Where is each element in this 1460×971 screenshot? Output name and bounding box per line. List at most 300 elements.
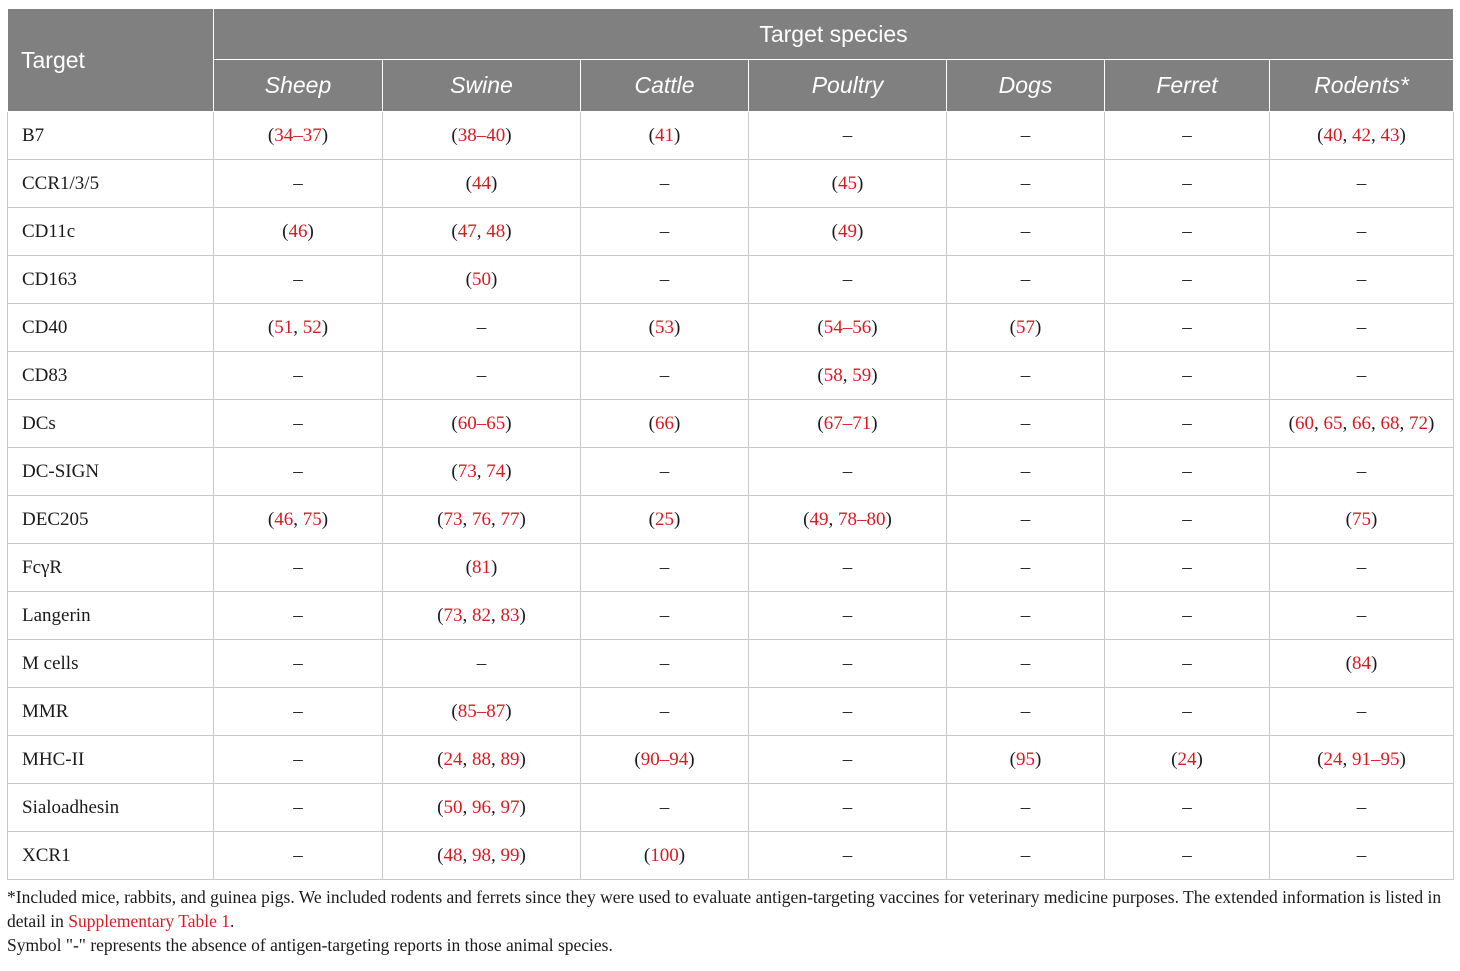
- reference-punctuation: ): [491, 268, 498, 290]
- table-cell: –: [947, 544, 1105, 592]
- reference-punctuation: (: [1317, 124, 1324, 146]
- table-row: [8, 112, 1454, 160]
- reference-link[interactable]: 52: [302, 316, 322, 338]
- reference-link[interactable]: 44: [472, 172, 491, 194]
- table-cell: [947, 304, 1105, 352]
- reference-punctuation: ,: [1314, 412, 1324, 434]
- table-cell: –: [1270, 592, 1454, 640]
- reference-punctuation: (: [648, 412, 655, 434]
- row-target-label: CD40: [8, 304, 214, 352]
- reference-punctuation: ,: [491, 748, 501, 770]
- reference-punctuation: ): [505, 460, 512, 482]
- reference-punctuation: (: [437, 748, 444, 770]
- reference-punctuation: ,: [476, 460, 487, 482]
- reference-link[interactable]: 48: [486, 220, 506, 242]
- table-cell: –: [581, 160, 749, 208]
- table-cell: –: [749, 544, 947, 592]
- reference-punctuation: (: [634, 748, 641, 770]
- reference-punctuation: ): [674, 508, 681, 530]
- reference-punctuation: (: [648, 124, 655, 146]
- table-cell: [749, 304, 947, 352]
- reference-punctuation: ,: [293, 316, 303, 338]
- reference-punctuation: ,: [476, 220, 487, 242]
- table-cell: [581, 496, 749, 544]
- table-cell: –: [383, 640, 581, 688]
- reference-punctuation: (: [1288, 412, 1295, 434]
- reference-link[interactable]: 43: [1380, 124, 1400, 146]
- table-cell: [1105, 736, 1270, 784]
- table-cell: –: [1270, 784, 1454, 832]
- reference-punctuation: ): [519, 748, 526, 770]
- table-cell: –: [1105, 208, 1270, 256]
- table-cell: [1270, 112, 1454, 160]
- table-cell: –: [947, 448, 1105, 496]
- table-cell: –: [581, 544, 749, 592]
- reference-punctuation: (: [831, 220, 838, 242]
- reference-punctuation: ,: [462, 844, 472, 866]
- table-cell: –: [214, 160, 383, 208]
- table-cell: –: [1105, 112, 1270, 160]
- reference-link[interactable]: 46: [288, 220, 308, 242]
- reference-punctuation: (: [437, 796, 444, 818]
- reference-link[interactable]: 50: [443, 796, 463, 818]
- reference-link[interactable]: 88: [472, 748, 491, 770]
- reference-punctuation: ,: [1342, 748, 1352, 770]
- table-cell: [383, 256, 581, 304]
- table-row: [8, 688, 1454, 736]
- reference-punctuation: (: [451, 412, 458, 434]
- table-cell: –: [1105, 544, 1270, 592]
- table-cell: –: [1270, 544, 1454, 592]
- reference-punctuation: ): [678, 844, 686, 866]
- table-cell: –: [1105, 832, 1270, 880]
- reference-link[interactable]: 54–56: [823, 316, 872, 338]
- reference-punctuation: ,: [462, 508, 472, 530]
- table-cell: –: [947, 256, 1105, 304]
- table-row: [8, 208, 1454, 256]
- table-cell: [383, 688, 581, 736]
- table-cell: [749, 208, 947, 256]
- reference-link[interactable]: 59: [852, 364, 872, 386]
- table-cell: [383, 544, 581, 592]
- reference-punctuation: ): [857, 172, 864, 194]
- table-cell: –: [749, 640, 947, 688]
- table-cell: –: [581, 352, 749, 400]
- table-cell: –: [214, 640, 383, 688]
- row-target-label: M cells: [8, 640, 214, 688]
- reference-link[interactable]: 42: [1352, 124, 1371, 146]
- reference-punctuation: ): [505, 124, 512, 146]
- reference-link[interactable]: 24: [1323, 748, 1343, 770]
- reference-punctuation: (: [1345, 652, 1352, 674]
- table-cell: –: [947, 112, 1105, 160]
- reference-link[interactable]: 34–37: [274, 124, 322, 146]
- reference-punctuation: (: [1171, 748, 1178, 770]
- table-cell: [581, 304, 749, 352]
- reference-link[interactable]: 49: [809, 508, 829, 530]
- reference-punctuation: ,: [462, 604, 472, 626]
- reference-punctuation: (: [1317, 748, 1324, 770]
- reference-punctuation: ): [321, 124, 329, 146]
- reference-punctuation: (: [451, 700, 458, 722]
- table-cell: –: [1270, 832, 1454, 880]
- reference-punctuation: ,: [491, 796, 501, 818]
- row-target-label: CD163: [8, 256, 214, 304]
- reference-link[interactable]: 45: [838, 172, 857, 194]
- reference-link[interactable]: 75: [1352, 508, 1371, 530]
- table-cell: –: [581, 592, 749, 640]
- table-cell: [1270, 496, 1454, 544]
- reference-punctuation: ): [519, 844, 526, 866]
- target-species-header: Target species: [214, 9, 1454, 60]
- table-cell: –: [214, 352, 383, 400]
- reference-punctuation: (: [451, 124, 458, 146]
- table-cell: –: [383, 304, 581, 352]
- table-cell: [749, 160, 947, 208]
- species-header-rodents: Rodents*: [1270, 60, 1454, 112]
- reference-punctuation: (: [451, 220, 458, 242]
- reference-punctuation: (: [831, 172, 838, 194]
- table-cell: –: [947, 640, 1105, 688]
- footnote-symbol: Symbol "-" represents the absence of antigen-targeting reports in those animal species.: [7, 935, 613, 955]
- reference-punctuation: ): [505, 220, 512, 242]
- table-cell: –: [581, 208, 749, 256]
- table-cell: –: [214, 592, 383, 640]
- table-cell: –: [749, 112, 947, 160]
- reference-punctuation: ,: [1399, 412, 1409, 434]
- reference-link[interactable]: 73: [443, 604, 463, 626]
- table-cell: –: [749, 448, 947, 496]
- reference-punctuation: ): [1428, 412, 1435, 434]
- table-row: [8, 400, 1454, 448]
- table-cell: –: [1270, 352, 1454, 400]
- species-header-poultry: Poultry: [749, 60, 947, 112]
- reference-punctuation: (: [267, 316, 275, 338]
- reference-punctuation: ): [871, 316, 878, 338]
- table-cell: –: [1270, 448, 1454, 496]
- table-cell: –: [214, 688, 383, 736]
- table-cell: –: [947, 592, 1105, 640]
- reference-link[interactable]: 99: [500, 844, 520, 866]
- table-cell: –: [581, 256, 749, 304]
- reference-punctuation: (: [817, 316, 824, 338]
- table-cell: –: [1270, 688, 1454, 736]
- reference-punctuation: ): [505, 412, 512, 434]
- table-container: [7, 8, 1453, 957]
- table-cell: [1270, 400, 1454, 448]
- footnote-rodents-text: *Included mice, rabbits, and guinea pigs. We included rodents and ferrets since they were used to evaluate antigen-targeting vaccines for veterinary medicine purposes. The extended information is listed in detail in: [7, 887, 1442, 931]
- reference-punctuation: (: [648, 508, 655, 530]
- reference-punctuation: ): [1371, 508, 1378, 530]
- reference-link[interactable]: 68: [1380, 412, 1400, 434]
- reference-link[interactable]: 73: [457, 460, 477, 482]
- reference-link[interactable]: 73: [443, 508, 463, 530]
- reference-link[interactable]: 53: [655, 316, 674, 338]
- reference-punctuation: ): [1035, 316, 1042, 338]
- reference-punctuation: ): [1371, 652, 1378, 674]
- reference-link[interactable]: 57: [1016, 316, 1035, 338]
- reference-link[interactable]: 24: [443, 748, 463, 770]
- row-target-label: B7: [8, 112, 214, 160]
- reference-link[interactable]: 98: [472, 844, 491, 866]
- table-cell: –: [1105, 688, 1270, 736]
- reference-punctuation: ): [1399, 124, 1406, 146]
- table-row: [8, 352, 1454, 400]
- reference-link[interactable]: 90–94: [640, 748, 689, 770]
- reference-punctuation: ,: [1371, 412, 1381, 434]
- reference-punctuation: ): [1035, 748, 1042, 770]
- table-cell: [581, 112, 749, 160]
- reference-link[interactable]: 60: [1295, 412, 1314, 434]
- row-target-label: MHC-II: [8, 736, 214, 784]
- reference-punctuation: (: [437, 508, 444, 530]
- reference-punctuation: ): [674, 124, 681, 146]
- reference-punctuation: (: [648, 316, 655, 338]
- footnote-rodents-end: .: [229, 911, 235, 931]
- reference-link[interactable]: 49: [838, 220, 857, 242]
- reference-punctuation: (: [437, 604, 444, 626]
- table-cell: –: [947, 496, 1105, 544]
- table-row: [8, 256, 1454, 304]
- table-cell: [383, 832, 581, 880]
- reference-punctuation: (: [1009, 316, 1016, 338]
- table-cell: –: [1270, 208, 1454, 256]
- antigen-targeting-table: [7, 8, 1454, 880]
- reference-punctuation: ): [674, 316, 681, 338]
- table-cell: –: [1270, 256, 1454, 304]
- reference-punctuation: ,: [491, 604, 501, 626]
- table-cell: –: [749, 256, 947, 304]
- table-cell: –: [1105, 352, 1270, 400]
- reference-punctuation: (: [267, 508, 275, 530]
- table-cell: –: [1105, 400, 1270, 448]
- reference-punctuation: ,: [828, 508, 838, 530]
- table-cell: –: [749, 832, 947, 880]
- reference-link[interactable]: 25: [655, 508, 674, 530]
- reference-link[interactable]: 100: [650, 844, 679, 866]
- reference-punctuation: (: [817, 412, 824, 434]
- table-cell: [383, 592, 581, 640]
- table-cell: –: [947, 832, 1105, 880]
- reference-punctuation: ,: [462, 748, 472, 770]
- table-cell: –: [947, 784, 1105, 832]
- row-target-label: DC-SIGN: [8, 448, 214, 496]
- table-cell: –: [1105, 784, 1270, 832]
- table-cell: –: [947, 352, 1105, 400]
- table-cell: [383, 736, 581, 784]
- reference-link[interactable]: 65: [1323, 412, 1343, 434]
- table-cell: [749, 400, 947, 448]
- reference-punctuation: (: [282, 220, 289, 242]
- table-cell: [214, 496, 383, 544]
- row-target-label: Sialoadhesin: [8, 784, 214, 832]
- reference-link[interactable]: 81: [472, 556, 491, 578]
- row-target-label: DCs: [8, 400, 214, 448]
- reference-punctuation: (: [817, 364, 824, 386]
- reference-link[interactable]: 67–71: [823, 412, 872, 434]
- reference-punctuation: ,: [462, 796, 472, 818]
- reference-link[interactable]: 72: [1409, 412, 1428, 434]
- table-cell: –: [1270, 304, 1454, 352]
- row-target-label: CD11c: [8, 208, 214, 256]
- table-cell: [214, 208, 383, 256]
- table-cell: –: [1105, 496, 1270, 544]
- reference-punctuation: (: [437, 844, 444, 866]
- table-cell: –: [1270, 160, 1454, 208]
- reference-link[interactable]: 60–65: [457, 412, 506, 434]
- row-target-label: CCR1/3/5: [8, 160, 214, 208]
- species-header-cattle: Cattle: [581, 60, 749, 112]
- reference-punctuation: (: [1345, 508, 1352, 530]
- target-column-header: Target: [8, 9, 214, 112]
- row-target-label: FcγR: [8, 544, 214, 592]
- reference-link[interactable]: 75: [302, 508, 322, 530]
- reference-link[interactable]: 40: [1323, 124, 1343, 146]
- reference-punctuation: ): [307, 220, 314, 242]
- table-cell: –: [1105, 256, 1270, 304]
- table-cell: [749, 352, 947, 400]
- table-cell: –: [214, 400, 383, 448]
- species-header-dogs: Dogs: [947, 60, 1105, 112]
- table-cell: –: [214, 256, 383, 304]
- row-target-label: XCR1: [8, 832, 214, 880]
- reference-punctuation: (: [803, 508, 810, 530]
- reference-punctuation: ): [321, 316, 329, 338]
- table-row: [8, 544, 1454, 592]
- reference-link[interactable]: 85–87: [457, 700, 506, 722]
- table-row: [8, 592, 1454, 640]
- table-cell: [383, 112, 581, 160]
- table-cell: [383, 448, 581, 496]
- reference-punctuation: ): [519, 508, 526, 530]
- table-cell: –: [947, 160, 1105, 208]
- reference-punctuation: ): [885, 508, 892, 530]
- reference-punctuation: ): [871, 364, 878, 386]
- table-cell: [383, 208, 581, 256]
- reference-link[interactable]: 24: [1177, 748, 1197, 770]
- reference-link[interactable]: 83: [500, 604, 520, 626]
- table-cell: –: [947, 208, 1105, 256]
- reference-punctuation: (: [1009, 748, 1016, 770]
- species-header-ferret: Ferret: [1105, 60, 1270, 112]
- reference-link[interactable]: 46: [274, 508, 294, 530]
- reference-punctuation: (: [465, 268, 472, 290]
- table-cell: [581, 400, 749, 448]
- reference-punctuation: ,: [293, 508, 303, 530]
- reference-link[interactable]: 95: [1016, 748, 1035, 770]
- reference-link[interactable]: 82: [472, 604, 491, 626]
- table-cell: [749, 496, 947, 544]
- reference-punctuation: ,: [491, 844, 501, 866]
- species-header-sheep: Sheep: [214, 60, 383, 112]
- reference-link[interactable]: 66: [1352, 412, 1371, 434]
- reference-punctuation: ): [857, 220, 864, 242]
- table-cell: [581, 736, 749, 784]
- table-cell: –: [947, 688, 1105, 736]
- reference-punctuation: (: [267, 124, 275, 146]
- reference-punctuation: (: [465, 556, 472, 578]
- reference-punctuation: (: [643, 844, 651, 866]
- reference-punctuation: ,: [842, 364, 853, 386]
- table-cell: –: [947, 400, 1105, 448]
- reference-punctuation: ): [1196, 748, 1203, 770]
- reference-link[interactable]: 66: [655, 412, 674, 434]
- species-header-swine: Swine: [383, 60, 581, 112]
- reference-punctuation: ): [519, 604, 526, 626]
- supplementary-table-link[interactable]: Supplementary Table 1: [68, 911, 230, 931]
- reference-link[interactable]: 97: [500, 796, 520, 818]
- reference-link[interactable]: 84: [1352, 652, 1371, 674]
- footnote-rodents: [7, 885, 1453, 933]
- table-cell: –: [214, 832, 383, 880]
- table-cell: [383, 784, 581, 832]
- table-row: [8, 496, 1454, 544]
- table-row: [8, 160, 1454, 208]
- table-cell: –: [214, 736, 383, 784]
- table-row: [8, 304, 1454, 352]
- reference-punctuation: (: [465, 172, 472, 194]
- table-cell: –: [581, 640, 749, 688]
- reference-punctuation: ,: [1342, 412, 1352, 434]
- table-cell: [1270, 736, 1454, 784]
- reference-link[interactable]: 41: [655, 124, 674, 146]
- row-target-label: MMR: [8, 688, 214, 736]
- reference-punctuation: ): [688, 748, 695, 770]
- reference-punctuation: ): [674, 412, 681, 434]
- reference-link[interactable]: 51: [274, 316, 294, 338]
- reference-link[interactable]: 89: [500, 748, 520, 770]
- table-cell: –: [749, 688, 947, 736]
- table-cell: –: [1105, 592, 1270, 640]
- table-row: [8, 736, 1454, 784]
- reference-link[interactable]: 48: [443, 844, 463, 866]
- reference-link[interactable]: 58: [823, 364, 843, 386]
- reference-link[interactable]: 77: [500, 508, 520, 530]
- table-cell: –: [214, 544, 383, 592]
- table-cell: [383, 160, 581, 208]
- reference-link[interactable]: 96: [472, 796, 491, 818]
- table-cell: –: [749, 784, 947, 832]
- footnotes: [7, 885, 1453, 957]
- reference-link[interactable]: 76: [472, 508, 491, 530]
- table-cell: [214, 304, 383, 352]
- table-cell: –: [1105, 304, 1270, 352]
- reference-link[interactable]: 47: [457, 220, 477, 242]
- table-row: [8, 832, 1454, 880]
- table-cell: –: [214, 448, 383, 496]
- reference-link[interactable]: 38–40: [457, 124, 506, 146]
- table-cell: [214, 112, 383, 160]
- table-cell: [947, 736, 1105, 784]
- table-row: [8, 784, 1454, 832]
- table-row: [8, 448, 1454, 496]
- table-cell: –: [1105, 640, 1270, 688]
- table-cell: –: [1105, 160, 1270, 208]
- reference-link[interactable]: 74: [486, 460, 506, 482]
- reference-link[interactable]: 91–95: [1352, 748, 1400, 770]
- reference-link[interactable]: 50: [472, 268, 491, 290]
- reference-link[interactable]: 78–80: [838, 508, 886, 530]
- table-cell: –: [749, 736, 947, 784]
- reference-punctuation: ): [321, 508, 329, 530]
- table-cell: –: [581, 448, 749, 496]
- reference-punctuation: ,: [1371, 124, 1381, 146]
- reference-punctuation: ): [871, 412, 878, 434]
- table-row: [8, 640, 1454, 688]
- table-cell: –: [581, 688, 749, 736]
- reference-punctuation: ): [491, 556, 498, 578]
- reference-punctuation: ): [519, 796, 526, 818]
